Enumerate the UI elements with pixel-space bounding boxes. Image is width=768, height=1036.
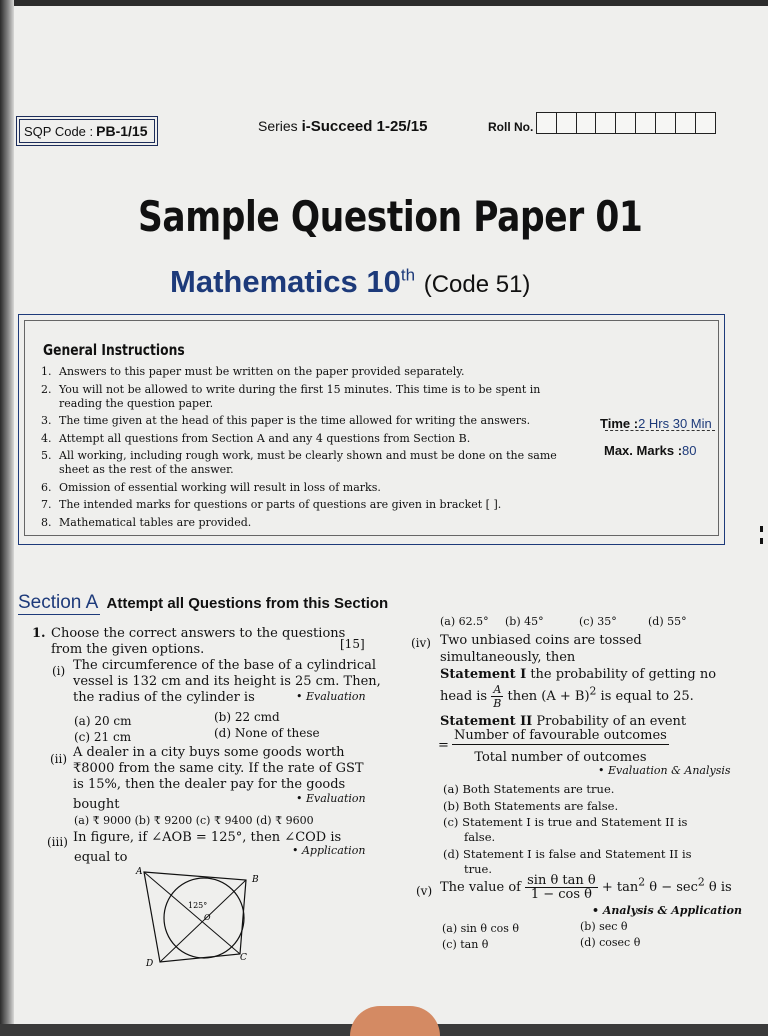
- qiii-option-d: (d) 55°: [648, 615, 687, 628]
- angle-label: 125°: [188, 901, 208, 910]
- instruction-item: 1. Answers to this paper must be written on the paper provided separately.: [41, 365, 465, 378]
- circle-quadrilateral-figure: [136, 867, 265, 969]
- qv-label: (v): [416, 884, 433, 898]
- qiv-option-c-line1: (c) Statement I is true and Statement II is: [443, 815, 688, 829]
- sqp-code-box: [16, 116, 158, 146]
- roll-box: [576, 112, 597, 134]
- max-marks-info: Max. Marks :80: [604, 443, 697, 458]
- series-label: Series: [258, 118, 298, 134]
- qi-option-d: (d) None of these: [214, 726, 320, 740]
- roll-box: [695, 112, 716, 134]
- q1-line1: Choose the correct answers to the questions: [51, 626, 346, 641]
- point-c-label: C: [240, 953, 247, 963]
- q1-line2: from the given options.: [51, 642, 205, 657]
- qiv-label: (iv): [411, 636, 431, 650]
- section-heading: [18, 592, 388, 614]
- roll-box: [655, 112, 676, 134]
- qv-option-a: (a) sin θ cos θ: [442, 922, 520, 935]
- roll-box: [595, 112, 616, 134]
- roll-box: [556, 112, 577, 134]
- subject-sup: th: [400, 265, 416, 285]
- qi-line3: the radius of the cylinder is: [73, 690, 255, 705]
- qii-line4: bought: [73, 797, 120, 812]
- qv-fraction: $\frac{\text{sin θ tan θ}}{\text{1 − cos θ}}$: [527, 873, 596, 902]
- subject-name: Mathematics 10: [170, 264, 401, 299]
- top-edge: [0, 0, 768, 6]
- qiii-label: (iii): [47, 835, 68, 849]
- instruction-item: 3. The time given at the head of this paper is the time allowed for writing the answers.: [41, 414, 531, 427]
- qi-option-c: (c) 21 cm: [74, 730, 132, 744]
- qiv-equals: =: [438, 738, 449, 753]
- qiv-option-b: (b) Both Statements are false.: [443, 799, 619, 813]
- qiv-option-d-line1: (d) Statement I is false and Statement II is: [443, 847, 692, 861]
- instruction-item: 4. Attempt all questions from Section A and any 4 questions from Section B.: [41, 431, 471, 445]
- qiii-line2: equal to: [74, 850, 128, 865]
- instruction-item: 8. Mathematical tables are provided.: [41, 515, 252, 529]
- qv-option-b: (b) sec θ: [580, 920, 628, 933]
- subject-title: [170, 264, 530, 300]
- sqp-code-label: SQP Code :: [24, 123, 94, 139]
- qiv-statement1-line2: head is $\frac{A}{B}$ then $(A + B)^2$ is equal to 25.: [440, 683, 694, 710]
- qi-option-b: (b) 22 cmd: [214, 710, 280, 724]
- point-b-label: B: [252, 875, 259, 885]
- statement1-fraction: $\frac{A}{B}$: [493, 683, 502, 710]
- qiv-line1: Two unbiased coins are tossed: [440, 633, 642, 648]
- finger-thumb: [350, 1006, 440, 1036]
- qiii-option-b: (b) 45°: [505, 615, 544, 628]
- qi-option-a: (a) 20 cm: [74, 714, 132, 728]
- qii-line2: ₹8000 from the same city. If the rate of GST: [73, 761, 364, 776]
- instruction-item: 6. Omission of essential working will result in loss of marks.: [41, 480, 381, 494]
- qv-option-d: (d) cosec θ: [580, 936, 641, 949]
- qiv-line2: simultaneously, then: [440, 650, 576, 665]
- time-info: Time :2 Hrs 30 Min: [600, 416, 712, 431]
- roll-box: [675, 112, 696, 134]
- roll-box: [615, 112, 636, 134]
- qii-options: (a) ₹ 9000 (b) ₹ 9200 (c) ₹ 9400 (d) ₹ 9600: [74, 814, 314, 827]
- q1-marks: [15]: [340, 637, 365, 651]
- instructions-heading: General Instructions: [43, 341, 185, 359]
- qiv-option-c-line2: false.: [464, 830, 496, 844]
- qv-question: The value of $\frac{\text{sin θ tan θ}}{\text{1 − cos θ}}$ + $\tan^2 \theta - \sec^2 \theta$ is: [440, 873, 732, 902]
- qiii-line1: In figure, if ∠AOB = 125°, then ∠COD is: [73, 830, 342, 845]
- roll-box: [635, 112, 656, 134]
- point-o-label: O: [204, 913, 211, 922]
- section-subtitle: Attempt all Questions from this Section: [106, 595, 389, 612]
- edge-marks: [760, 526, 764, 550]
- series-value: i-Succeed 1-25/15: [301, 118, 428, 135]
- roll-no-boxes: [536, 112, 714, 134]
- qii-label: (ii): [50, 752, 68, 766]
- time-value: 2 Hrs 30 Min: [638, 416, 712, 431]
- series-info: [258, 118, 427, 135]
- point-a-label: A: [136, 867, 143, 877]
- page-title: Sample Question Paper 01: [138, 192, 643, 241]
- qiv-option-d-line2: true.: [464, 862, 492, 876]
- qii-tag: • Evaluation: [296, 792, 366, 805]
- qiv-statement1-line1: Statement I the probability of getting no: [440, 667, 717, 682]
- subject-code: (Code 51): [423, 271, 531, 298]
- section-title: Section A: [18, 592, 98, 613]
- section-underline: [18, 614, 100, 615]
- instructions-list: [41, 365, 601, 533]
- marks-value: 80: [682, 443, 697, 458]
- qiv-statement2-line1: Statement II Probability of an event: [440, 714, 687, 729]
- divider-dashes: [605, 430, 715, 431]
- qv-tag: • Analysis & Application: [592, 904, 742, 917]
- roll-no-label: Roll No.: [488, 120, 534, 134]
- qi-line1: The circumference of the base of a cylindrical: [73, 658, 377, 673]
- qiv-tag: • Evaluation & Analysis: [598, 764, 731, 777]
- point-d-label: D: [146, 959, 154, 969]
- qiii-option-c: (c) 35°: [579, 615, 617, 628]
- page-binding-shadow: [0, 0, 14, 1024]
- qi-label: (i): [52, 664, 66, 678]
- instruction-item: 7. The intended marks for questions or parts of questions are given in bracket [ ].: [41, 498, 502, 511]
- sqp-code-value: PB-1/15: [96, 123, 148, 139]
- qi-tag: • Evaluation: [296, 690, 366, 703]
- instruction-item: 2. You will not be allowed to write during the first 15 minutes. This time is to be spent in reading the question paper.: [41, 382, 541, 410]
- qv-option-c: (c) tan θ: [442, 938, 489, 951]
- instruction-item: 5. All working, including rough work, must be clearly shown and must be done on the same sheet as the rest of the answer.: [41, 449, 557, 476]
- qii-line1: A dealer in a city buys some goods worth: [73, 745, 345, 760]
- qi-line2: vessel is 132 cm and its height is 25 cm. Then,: [73, 674, 381, 689]
- qiii-tag: • Application: [292, 844, 366, 857]
- qiv-option-a: (a) Both Statements are true.: [443, 782, 615, 796]
- roll-box: [536, 112, 557, 134]
- q1-number: 1.: [32, 626, 46, 641]
- qii-line3: is 15%, then the dealer pay for the goods: [73, 777, 346, 792]
- qiv-statement2-fraction: $\frac{\text{Number of favourable outcomes}}{\text{Total number of outcomes}}$: [454, 728, 667, 765]
- qiii-option-a: (a) 62.5°: [440, 615, 489, 628]
